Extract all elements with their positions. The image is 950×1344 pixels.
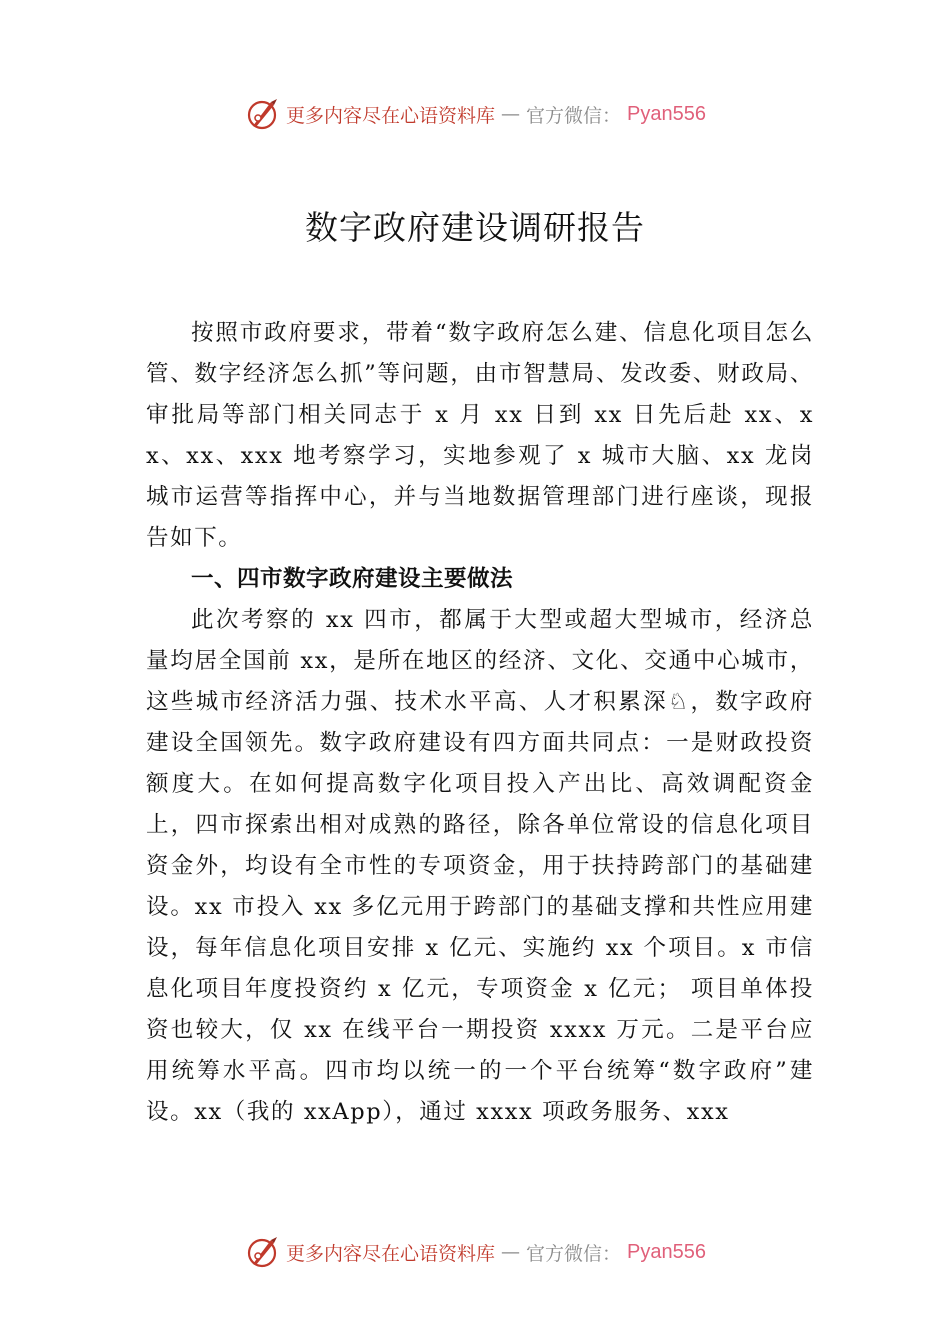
- quill-pen-logo-icon: [244, 1234, 280, 1270]
- header-banner: [0, 94, 950, 134]
- section-paragraph: 此次考察的 xx 四市，都属于大型或超大型城市，经济总量均居全国前 xx，是所在地区的经济、文化、交通中心城市，这些城市经济活力强、技术水平高、人才积累深♘，数字政府建设全国领先。数字政府建设有四方面共同点：一是财政投资额度大。在如何提高数字化项目投入产出比、高效调配资金上，四市探索出相对成熟的路径，除各单位常设的信息化项目资金外，均设有全市性的专项资金，用于扶持跨部门的基础建设。xx 市投入 xx 多亿元用于跨部门的基础支撑和共性应用建设，每年信息化项目安排 x 亿元、实施约 xx 个项目。x 市信息化项目年度投资约 x 亿元，专项资金 x 亿元； 项目单体投资也较大，仅 xx 在线平台一期投资 xxxx 万元。二是平台应用统筹水平高。四市均以统一的一个平台统筹“数字政府”建设。xx（我的 xxApp），通过 xxxx 项政务服务、xxx: [146, 607, 814, 1125]
- banner-separator: —: [501, 103, 521, 125]
- brand-text: 更多内容尽在心语资料库: [286, 1242, 496, 1265]
- section-heading: 一、四市数字政府建设主要做法: [191, 566, 514, 592]
- wechat-label: 官方微信：: [526, 1242, 622, 1265]
- brand-text: 更多内容尽在心语资料库: [286, 104, 496, 127]
- quill-pen-logo-icon: [244, 96, 280, 132]
- document-body: [146, 313, 814, 1133]
- banner-separator: —: [501, 1241, 521, 1263]
- document-title: 数字政府建设调研报告: [305, 208, 645, 247]
- wechat-label: 官方微信：: [526, 104, 622, 127]
- wechat-account: Pyan556: [627, 1240, 706, 1263]
- intro-paragraph: 按照市政府要求，带着“数字政府怎么建、信息化项目怎么管、数字经济怎么抓”等问题，由市智慧局、发改委、财政局、审批局等部门相关同志于 x 月 xx 日到 xx 日先后赴 xx、xx、xx、xxx 地考察学习，实地参观了 x 城市大脑、xx 龙岗城市运营等指挥中心，并与当地数据管理部门进行座谈，现报告如下。: [146, 320, 814, 551]
- footer-banner: [0, 1232, 950, 1272]
- wechat-account: Pyan556: [627, 102, 706, 125]
